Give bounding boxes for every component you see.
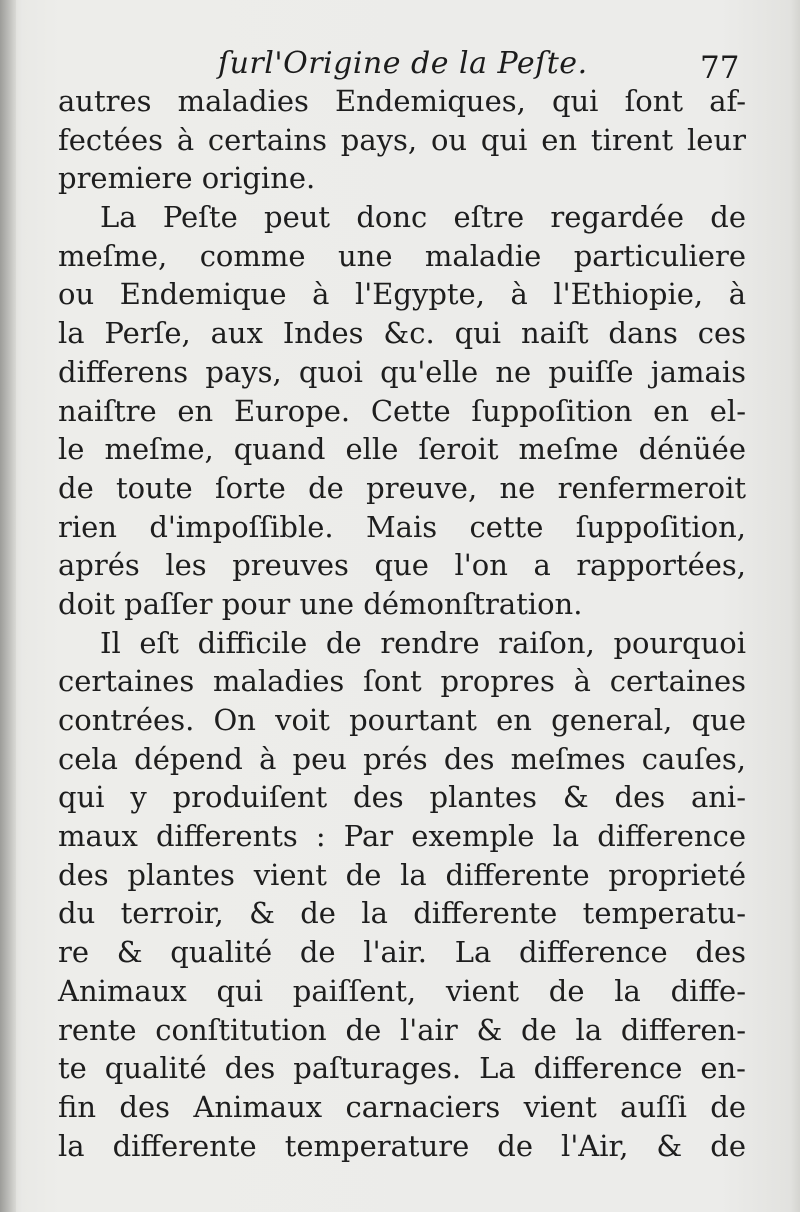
text-line: naiſtre en Europe. Cette ſuppoſition en el-	[58, 393, 746, 428]
text-line: re & qualité de l'air. La difference des	[58, 935, 746, 970]
text-line: premiere origine.	[58, 161, 316, 196]
text-line: le meſme, quand elle ſeroit meſme dénüée	[58, 432, 746, 467]
page-number: 77	[700, 50, 740, 86]
paragraph-first-line: Il eſt difficile de rendre raiſon, pourquoi	[100, 625, 746, 660]
text-line: Animaux qui paiſſent, vient de la diffe-	[58, 973, 746, 1008]
text-line: la differente temperature de l'Air, & de	[58, 1128, 746, 1163]
text-line: de toute ſorte de preuve, ne renfermeroit	[58, 470, 746, 505]
text-line: ou Endemique à l'Egypte, à l'Ethiopie, à	[58, 277, 746, 312]
text-line: rente conſtitution de l'air & de la differen-	[58, 1012, 746, 1047]
text-line: fectées à certains pays, ou qui en tirent leur	[58, 122, 746, 157]
text-line: meſme, comme une maladie particuliere	[58, 238, 746, 273]
text-line: fin des Animaux carnaciers vient auſſi de	[58, 1089, 746, 1124]
text-line: rien d'impoſſible. Mais cette ſuppoſition,	[58, 509, 746, 544]
text-line: certaines maladies ſont propres à certaines	[58, 664, 746, 699]
text-line: maux differents : Par exemple la difference	[58, 819, 746, 854]
text-line: differens pays, quoi qu'elle ne puiſſe jamais	[58, 354, 746, 389]
text-line: te qualité des paſturages. La difference en-	[58, 1051, 746, 1086]
text-line: autres maladies Endemiques, qui ſont af-	[58, 84, 746, 118]
text-line: qui y produiſent des plantes & des ani-	[58, 780, 746, 815]
paragraph-first-line: La Peſte peut donc eſtre regardée de	[100, 200, 746, 235]
text-line: la Perſe, aux Indes &c. qui naiſt dans ces	[58, 316, 746, 351]
text-line: aprés les preuves que l'on a rapportées,	[58, 548, 746, 583]
text-line: du terroir, & de la differente temperatu-	[58, 896, 746, 931]
text-line: cela dépend à peu prés des meſmes cauſes,	[58, 741, 746, 776]
binding-shadow	[0, 0, 16, 1212]
text-line: des plantes vient de la differente proprieté	[58, 857, 746, 892]
text-line: doit paſſer pour une démonſtration.	[58, 586, 583, 621]
text-line: contrées. On voit pourtant en general, que	[58, 703, 746, 737]
running-head: ſurl'Origine de la Peſte.	[218, 46, 588, 81]
body-text	[58, 82, 746, 1165]
